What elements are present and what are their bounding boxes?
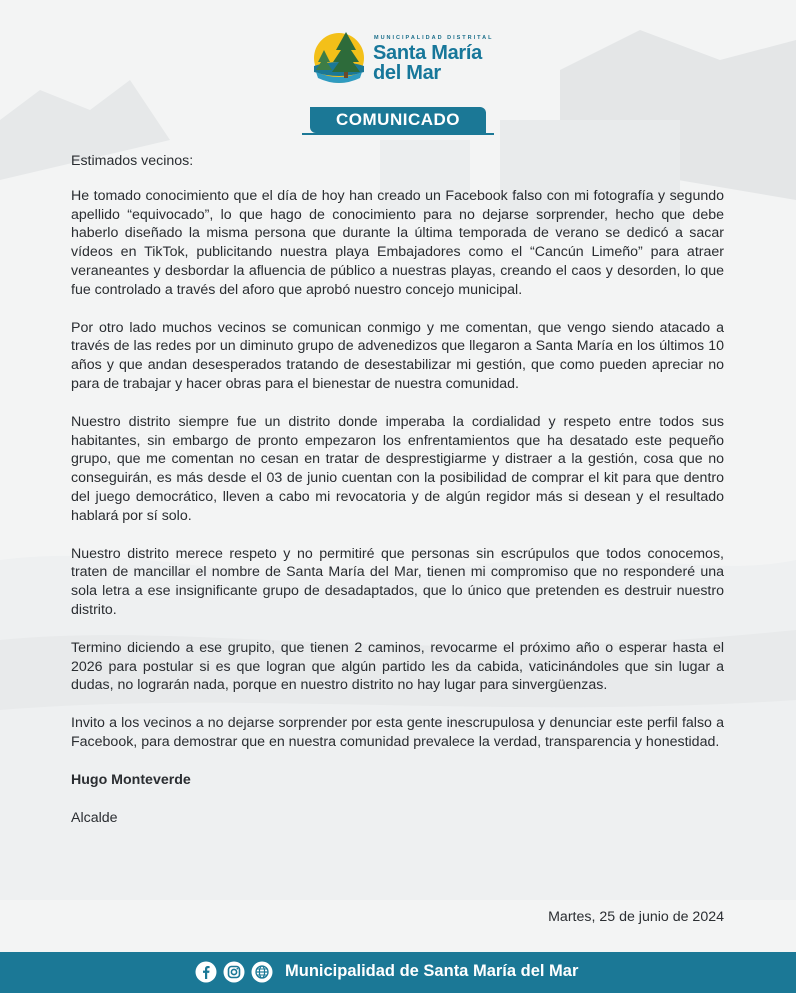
letter-body	[71, 152, 724, 846]
paragraph: Invito a los vecinos a no dejarse sorprender por esta gente inescrupulosa y denunciar este perfil falso a Facebook, para demostrar que en nuestra comunidad prevalece la verdad, transparencia y honestidad.	[71, 715, 724, 750]
letter-date: Martes, 25 de junio de 2024	[548, 909, 724, 925]
web-globe-icon[interactable]	[251, 961, 273, 983]
comunicado-banner: COMUNICADO	[310, 107, 486, 133]
greeting: Estimados vecinos:	[71, 153, 194, 169]
instagram-icon[interactable]	[223, 961, 245, 983]
paragraph: Termino diciendo a ese grupito, que tienen 2 caminos, revocarme el próximo año o esperar hasta el 2026 para postular si es que logran que algún partido les da cabida, vaticinándoles que sin lugar a dudas, no lograrán nada, porque en nuestro distrito no hay lugar para sinvergüenzas.	[71, 639, 724, 694]
logo-sun-pine-icon	[312, 28, 370, 86]
footer-bar	[0, 952, 796, 993]
paragraph: Nuestro distrito merece respeto y no permitiré que personas sin escrúpulos que todos conocemos, traten de mancillar el nombre de Santa María del Mar, tienen mi compromiso que no responderé una sola letra a ese insignificante grupo de desadaptados, que lo único que pretenden es destruir nuestro distrito.	[71, 545, 724, 618]
logo-title-line1: Santa María	[373, 42, 482, 64]
paragraph: Por otro lado muchos vecinos se comunican conmigo y me comentan, que vengo siendo atacado a través de las redes por un diminuto grupo de advenedizos que llegaron a Santa María en los últimos 10 años y que andan desesperados tratando de desestabilizar mi gestión, que como pueden apreciar no para de trabajar y hacer obras para el bienestar de nuestra comunidad.	[71, 319, 724, 392]
paragraph: He tomado conocimiento que el día de hoy han creado un Facebook falso con mi fotografía y segundo apellido “equivocado”, lo que hago de conocimiento para no dejarse sorprender, hecho que debe haberlo diseñado la misma persona que durante la última temporada de verano se dedicó a sacar vídeos en TikTok, publicitando nuestra playa Embajadores como el “Cancún Limeño” para atraer veraneantes y desbordar la afluencia de público a nuestras playas, creando el caos y desorden, lo que fue controlado a través del aforo que aprobó nuestro concejo municipal.	[71, 187, 724, 298]
signature-role: Alcalde	[71, 809, 118, 826]
facebook-icon[interactable]	[195, 961, 217, 983]
logo-title-line2: del Mar	[373, 62, 441, 84]
logo-caption: MUNICIPALIDAD DISTRITAL	[374, 35, 494, 41]
paragraph: Nuestro distrito siempre fue un distrito donde imperaba la cordialidad y respeto entre todos sus habitantes, sin embargo de pronto empezaron los enfrentamientos que ha desatado este pequeño grupo, que me comentan no cesan en tratar de desprestigiarme y distraer a la gestión, cosa que no conseguirán, es más desde el 03 de junio cuentan con la posibilidad de comprar el kit para que dentro del juego democrático, lleven a cabo mi revocatoria y de algún regidor más si desean y el resultado hablará por sí solo.	[71, 413, 724, 524]
municipality-logo	[312, 28, 502, 90]
footer-municipality-name: Municipalidad de Santa María del Mar	[285, 962, 579, 980]
signature-name: Hugo Monteverde	[71, 771, 191, 788]
banner-underline	[302, 133, 494, 135]
